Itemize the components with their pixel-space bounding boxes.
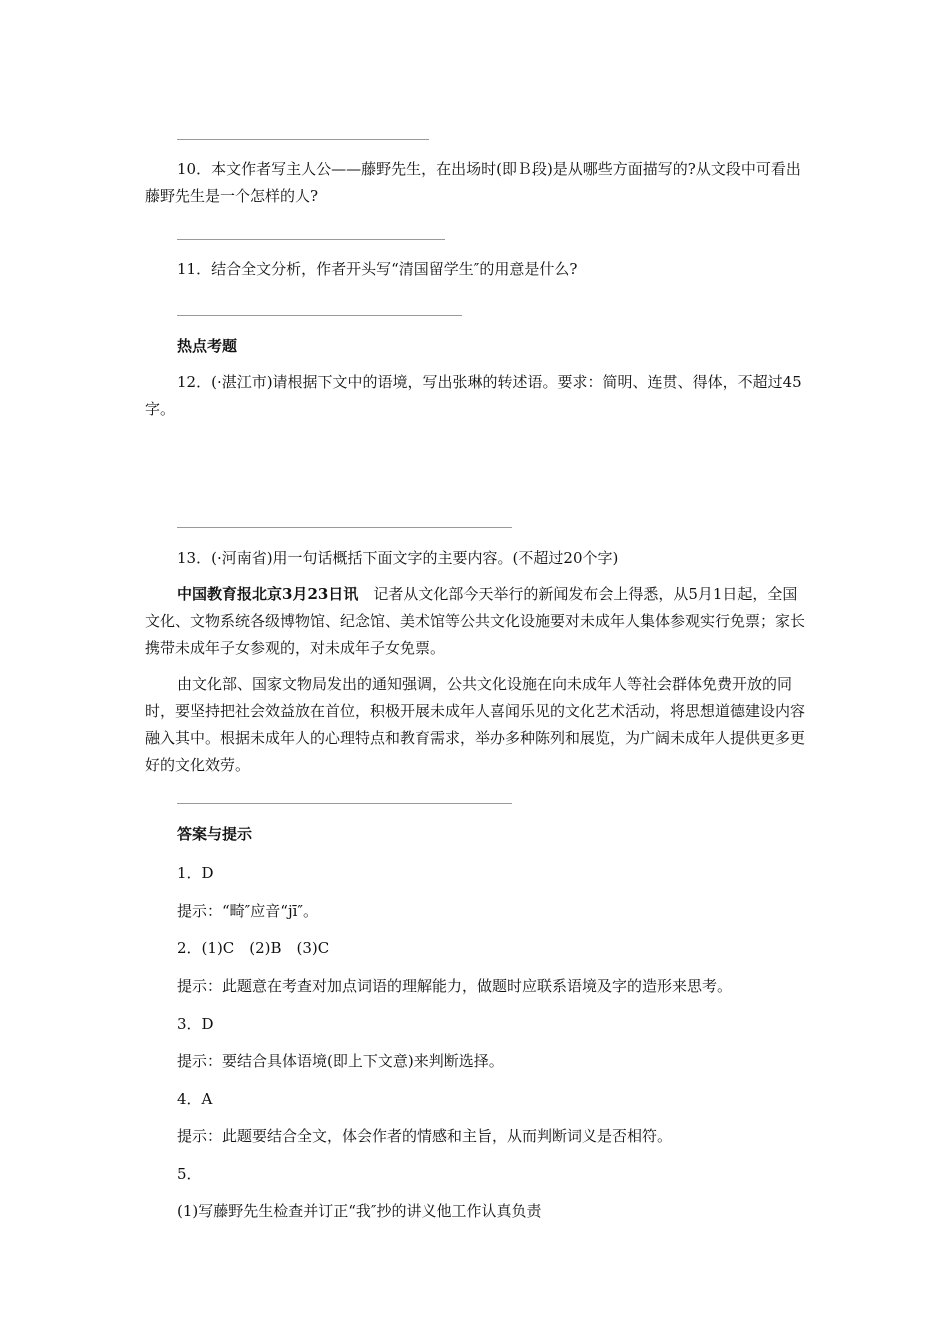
answer-line bbox=[177, 527, 512, 528]
answer-1: 1．D bbox=[177, 864, 214, 882]
news-paragraph-1 bbox=[145, 581, 810, 662]
question-11: 11．结合全文分析，作者开头写“清国留学生″的用意是什么? bbox=[177, 260, 578, 278]
hot-topics-heading: 热点考题 bbox=[177, 337, 238, 355]
question-12: 12．(·湛江市)请根据下文中的语境，写出张琳的转述语。要求：简明、连贯、得体，不超过45字。 bbox=[145, 373, 802, 418]
news-paragraph-2: 由文化部、国家文物局发出的通知强调，公共文化设施在向未成年人等社会群体免费开放的同时，要坚持把社会效益放在首位，积极开展未成年人喜闻乐见的文化艺术活动，将思想道德建设内容融入其中。根据未成年人的心理特点和教育需求，举办多种陈列和展览，为广阔未成年人提供更多更好的文化效劳。 bbox=[145, 675, 806, 774]
tip-1: 提示：“畸″应音“jī″。 bbox=[177, 902, 318, 920]
answer-line bbox=[177, 803, 512, 804]
news-body-1: 记者从文化部今天举行的新闻发布会上得悉，从5月1日起，全国文化、文物系统各级博物馆、纪念馆、美术馆等公共文化设施要对未成年人集体参观实行免票；家长携带未成年子女参观的，对未成年子女免票。 bbox=[145, 585, 806, 657]
answer-line bbox=[177, 315, 462, 316]
tip-2: 提示：此题意在考查对加点词语的理解能力，做题时应联系语境及字的造形来思考。 bbox=[177, 977, 733, 995]
answer-2: 2．(1)C (2)B (3)C bbox=[177, 939, 330, 957]
news-lead: 中国教育报北京3月23日讯 bbox=[177, 585, 359, 603]
tip-3: 提示：要结合具体语境(即上下文意)来判断选择。 bbox=[177, 1052, 504, 1070]
answers-heading: 答案与提示 bbox=[177, 825, 253, 843]
answer-3: 3．D bbox=[177, 1015, 214, 1033]
answer-line bbox=[177, 139, 429, 140]
answer-5-item-1: (1)写藤野先生检查并订正“我″抄的讲义他工作认真负责 bbox=[177, 1202, 542, 1220]
answer-5: 5． bbox=[177, 1165, 202, 1183]
answer-line bbox=[177, 239, 445, 240]
answer-4: 4．A bbox=[177, 1090, 213, 1108]
tip-4: 提示：此题要结合全文，体会作者的情感和主旨，从而判断词义是否相符。 bbox=[177, 1127, 673, 1145]
question-10: 10．本文作者写主人公——藤野先生，在出场时(即Ｂ段)是从哪些方面描写的?从文段中可看出藤野先生是一个怎样的人? bbox=[145, 160, 801, 205]
question-13: 13．(·河南省)用一句话概括下面文字的主要内容。(不超过20个字) bbox=[177, 549, 619, 567]
